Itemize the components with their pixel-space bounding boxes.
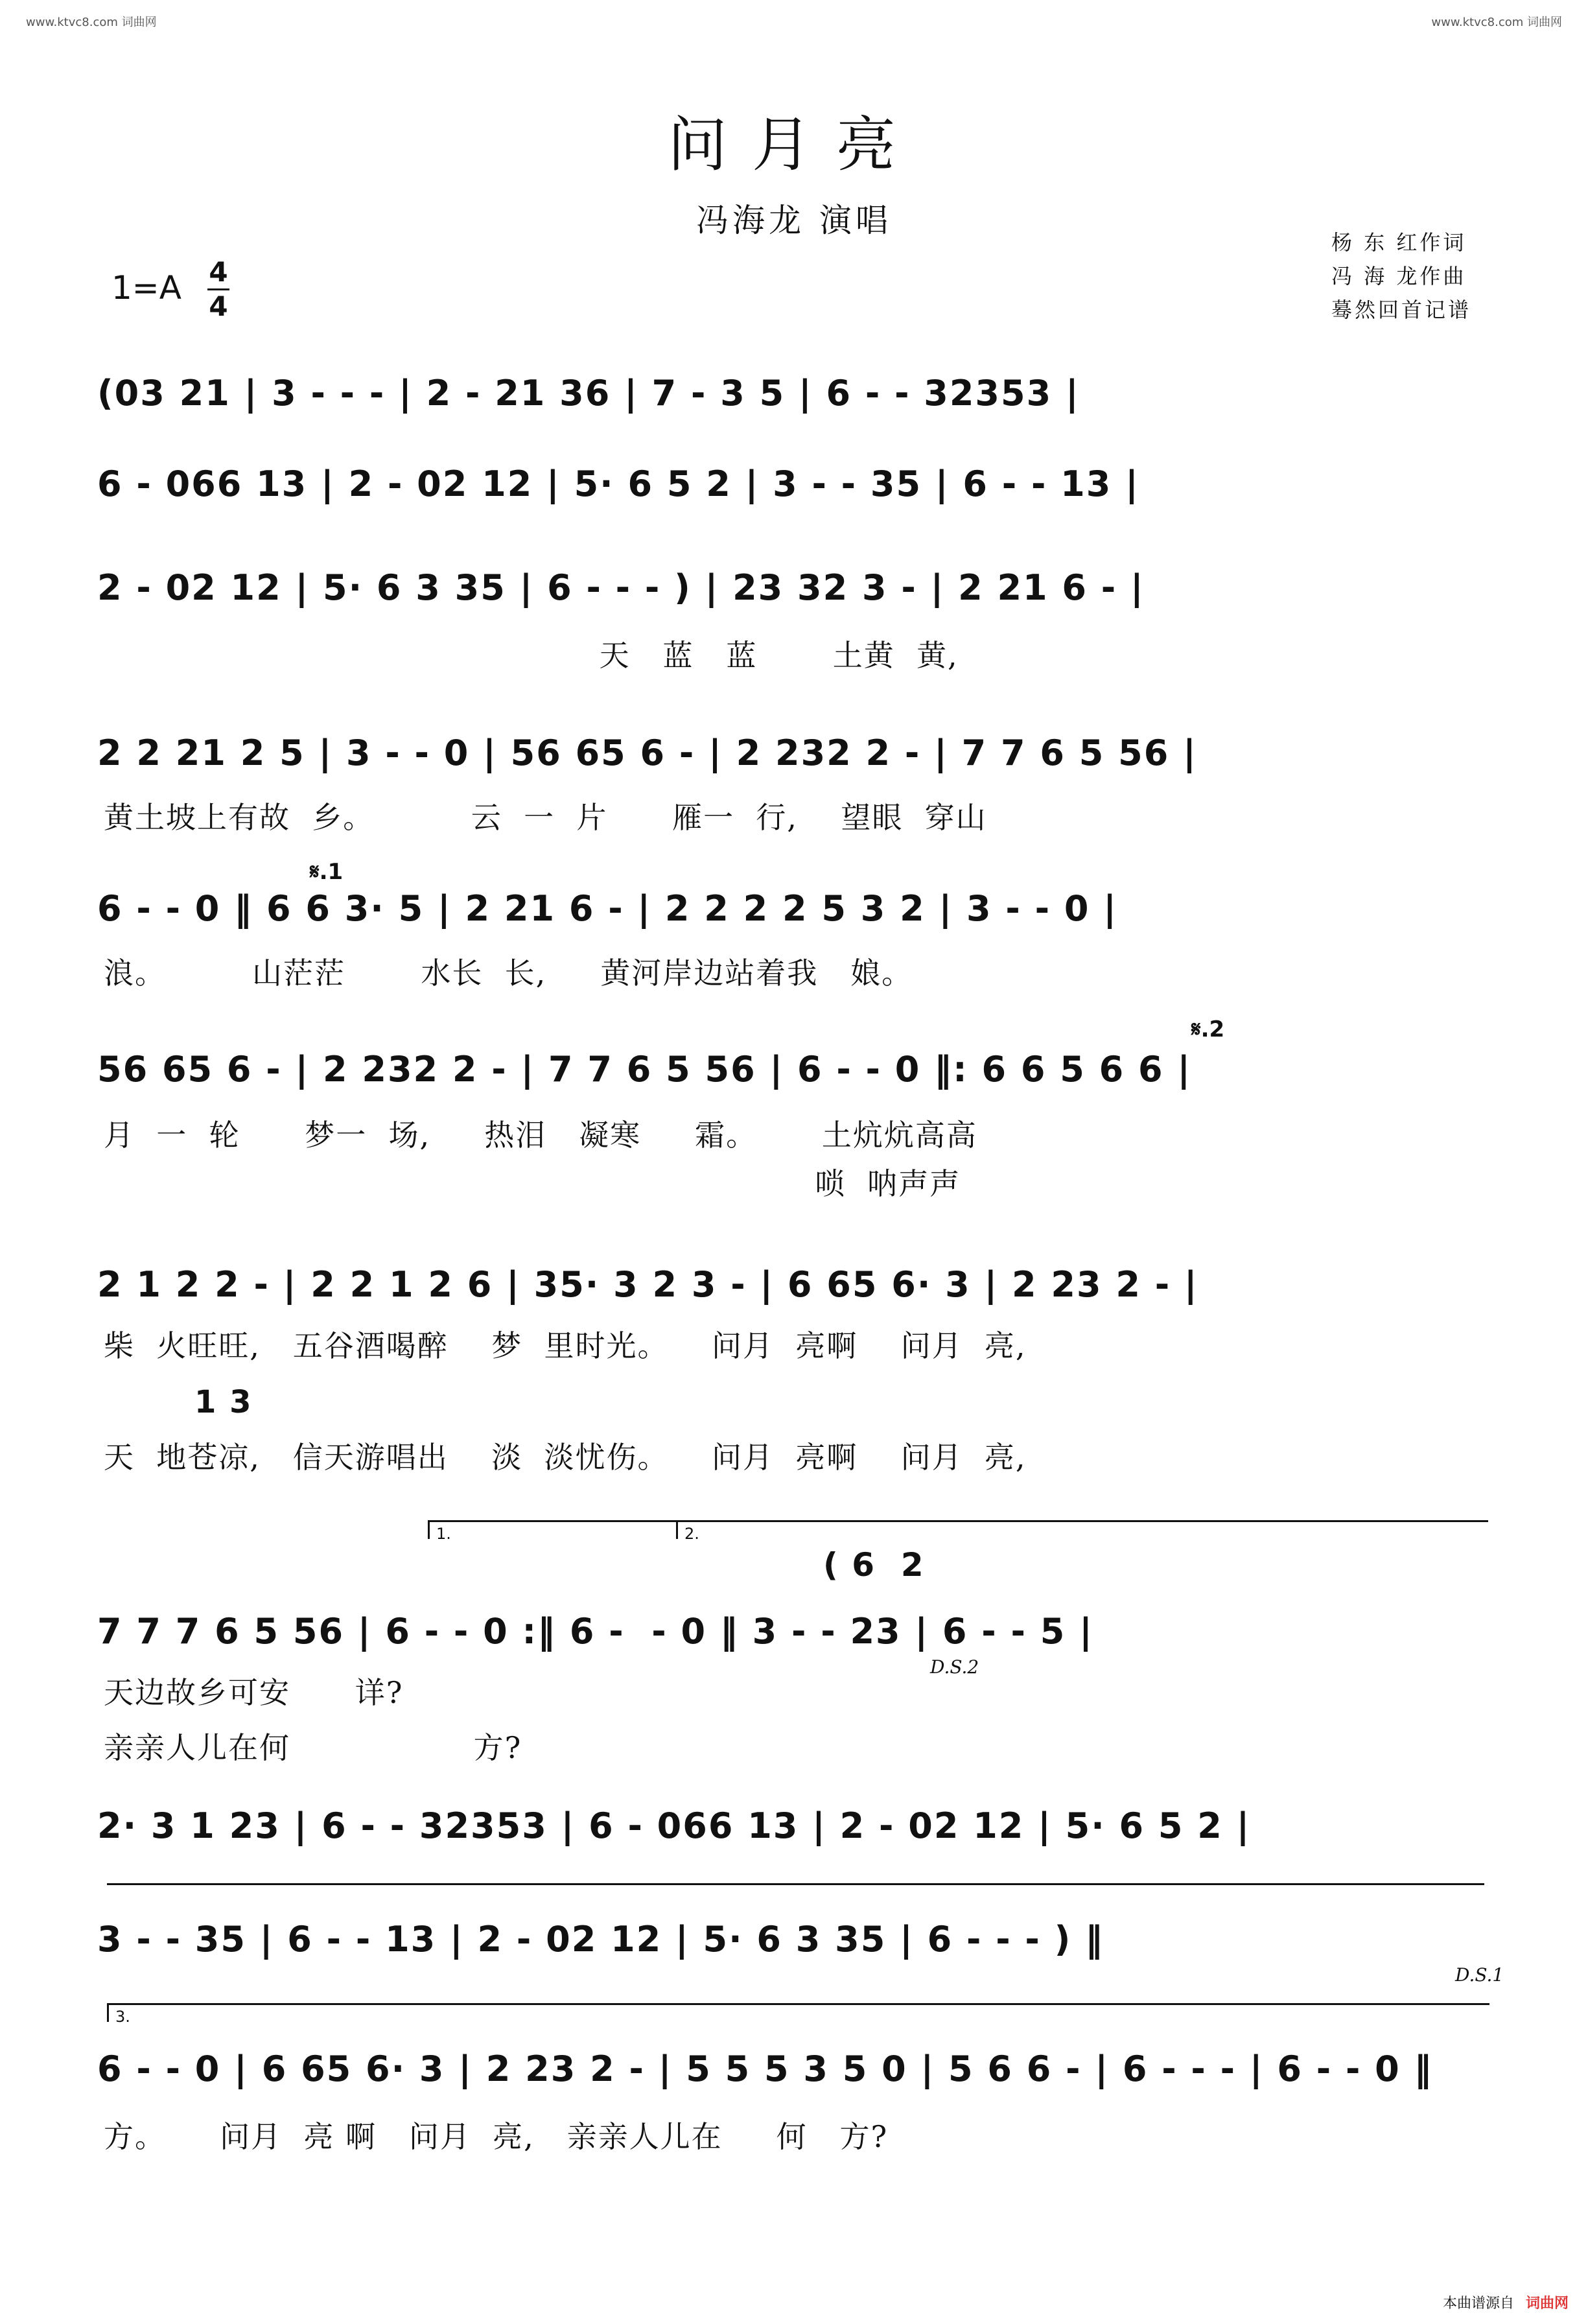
lyric-row-7b: 天 地苍凉, 信天游唱出 淡 淡忧伤。 问月 亮啊 问月 亮, xyxy=(104,1440,1027,1475)
score-row-11: 6 - - 0 | 6 65 6· 3 | 2 23 2 - | 5 5 5 3 5 0 | 5 6 6 - | 6 - - - | 6 - - 0 ‖ xyxy=(97,2048,1433,2089)
key-signature: 1=A xyxy=(111,269,181,307)
intro-note: ( 6 2 xyxy=(823,1546,925,1584)
volta-2: 2. xyxy=(676,1520,1488,1539)
credits-block xyxy=(1331,226,1471,327)
composer-credit: 冯 海 龙作曲 xyxy=(1331,264,1467,288)
alt-notes: 1 3 xyxy=(194,1384,253,1420)
lyric-row-8a: 天边故乡可安 详? xyxy=(104,1675,404,1710)
meter-top: 4 xyxy=(209,256,228,288)
transcriber-credit: 蓦然回首记谱 xyxy=(1331,298,1471,322)
lyric-row-6b: 唢 呐声声 xyxy=(104,1166,961,1201)
left-watermark-strip xyxy=(0,0,17,2324)
ds-1-marker: D.S.1 xyxy=(1455,1964,1504,1986)
lyric-row-3: 天 蓝 蓝 土黄 黄, xyxy=(104,638,959,673)
meter-bottom: 4 xyxy=(209,290,228,322)
footer-credit xyxy=(1443,2292,1569,2312)
volta-3: 3. xyxy=(107,2003,1489,2022)
footer-source: 本曲谱源自 xyxy=(1442,2295,1514,2312)
lyric-row-8b: 亲亲人儿在何 方? xyxy=(104,1730,522,1765)
ds-2-marker: D.S.2 xyxy=(930,1656,979,1678)
singer-line: 冯海龙 演唱 xyxy=(696,202,892,239)
time-signature xyxy=(207,256,229,323)
site-url-left[interactable]: www.ktvc8.com 词曲网 xyxy=(26,16,157,29)
score-row-1: (03 21 | 3 - - - | 2 - 21 36 | 7 - 3 5 | 6 - - 32353 | xyxy=(97,373,1080,414)
segno-2: 𝄋.2 xyxy=(1191,1016,1225,1042)
song-title: 问月亮 xyxy=(667,110,920,180)
score-row-2: 6 - 066 13 | 2 - 02 12 | 5· 6 5 2 | 3 - - 35 | 6 - - 13 | xyxy=(97,464,1139,504)
right-watermark-strip xyxy=(1571,0,1588,2324)
volta-1: 1. xyxy=(428,1520,683,1539)
score-row-4: 2 2 21 2 5 | 3 - - 0 | 56 65 6 - | 2 232 2 - | 7 7 6 5 56 | xyxy=(97,733,1197,773)
lyric-row-11: 方。 问月 亮 啊 问月 亮, 亲亲人儿在 何 方? xyxy=(104,2119,889,2154)
footer-brand[interactable]: 词曲网 xyxy=(1525,2295,1569,2312)
score-row-8: 7 7 7 6 5 56 | 6 - - 0 :‖ 6 - - 0 ‖ 3 - - 23 | 6 - - 5 | xyxy=(97,1611,1093,1652)
score-row-10: 3 - - 35 | 6 - - 13 | 2 - 02 12 | 5· 6 3 35 | 6 - - - ) ‖ xyxy=(97,1919,1104,1960)
site-url-right[interactable]: www.ktvc8.com 词曲网 xyxy=(1431,16,1562,29)
lyricist-credit: 杨 东 红作词 xyxy=(1331,230,1467,255)
lyric-row-5: 浪。 山茫茫 水长 长, 黄河岸边站着我 娘。 xyxy=(104,956,913,991)
lyric-row-6a: 月 一 轮 梦一 场, 热泪 凝寒 霜。 土炕炕高高 xyxy=(104,1118,977,1153)
segno-1: 𝄋.1 xyxy=(310,859,344,885)
score-row-3: 2 - 02 12 | 5· 6 3 35 | 6 - - - ) | 23 32 3 - | 2 21 6 - | xyxy=(97,567,1145,608)
system-bracket-line xyxy=(107,1883,1484,1885)
score-row-7: 2 1 2 2 - | 2 2 1 2 6 | 35· 3 2 3 - | 6 65 6· 3 | 2 23 2 - | xyxy=(97,1264,1198,1305)
score-row-5: 6 - - 0 ‖ 6 6 3· 5 | 2 21 6 - | 2 2 2 2 5 3 2 | 3 - - 0 | xyxy=(97,888,1117,929)
score-row-6: 56 65 6 - | 2 232 2 - | 7 7 6 5 56 | 6 - - 0 ‖: 6 6 5 6 6 | xyxy=(97,1049,1192,1090)
score-row-9: 2· 3 1 23 | 6 - - 32353 | 6 - 066 13 | 2 - 02 12 | 5· 6 5 2 | xyxy=(97,1805,1251,1846)
lyric-row-4: 黄土坡上有故 乡。 云 一 片 雁一 行, 望眼 穿山 xyxy=(104,800,987,835)
lyric-row-7a: 柴 火旺旺, 五谷酒喝醉 梦 里时光。 问月 亮啊 问月 亮, xyxy=(104,1328,1027,1363)
